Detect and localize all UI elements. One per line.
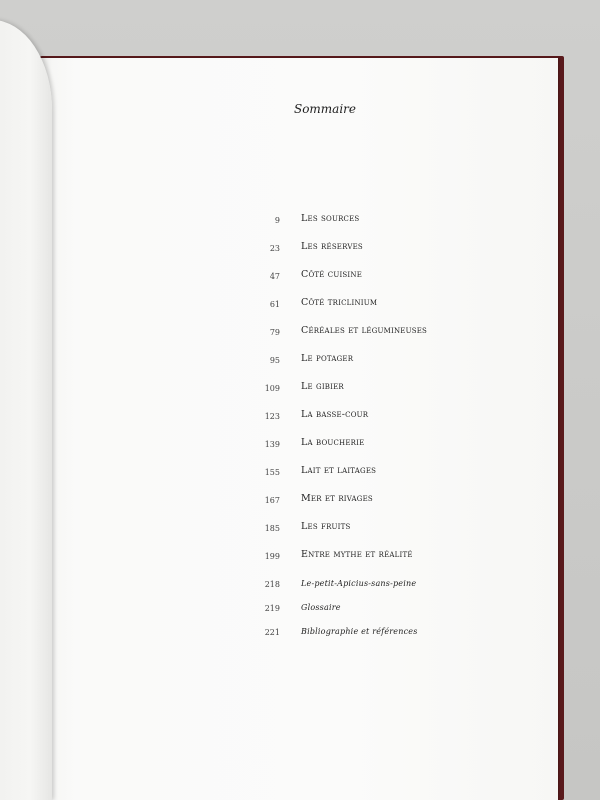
toc-page-number: 185 — [264, 524, 280, 533]
toc-page-number: 95 — [269, 356, 280, 365]
toc-entry — [230, 210, 490, 238]
toc-entry — [230, 462, 490, 490]
toc-appendix-title: Bibliographie et références — [301, 627, 418, 636]
toc-appendix-title: Glossaire — [301, 603, 341, 612]
toc-entry — [230, 238, 490, 266]
toc-entry — [230, 406, 490, 434]
toc-chapter-title: Côté triclinium — [301, 297, 378, 308]
toc-chapter-title: Les fruits — [301, 521, 351, 532]
toc-page-number: 167 — [264, 496, 280, 505]
toc-page-number: 139 — [264, 440, 280, 449]
toc-entry — [230, 322, 490, 350]
toc-page-number: 221 — [264, 628, 280, 637]
toc-chapter-title: Mer et rivages — [301, 493, 373, 504]
toc-chapter-title: Le potager — [301, 353, 354, 364]
toc-chapter-title: Le gibier — [301, 381, 344, 392]
toc-page-number: 155 — [264, 468, 280, 477]
table-of-contents — [230, 210, 490, 646]
toc-chapter-title: Entre mythe et réalité — [301, 549, 413, 560]
page-title: Sommaire — [293, 102, 357, 116]
toc-entry — [230, 518, 490, 546]
toc-page-number: 199 — [264, 552, 280, 561]
toc-entry — [230, 350, 490, 378]
toc-page-number: 61 — [269, 300, 280, 309]
toc-appendix-title: Le-petit-Apicius-sans-peine — [301, 579, 417, 588]
toc-entry — [230, 546, 490, 574]
toc-chapter-title: Les réserves — [301, 241, 363, 252]
toc-appendix-entry — [230, 598, 490, 622]
toc-entry — [230, 434, 490, 462]
left-page-curl — [0, 20, 52, 800]
toc-page-number: 9 — [274, 216, 280, 225]
toc-page-number: 23 — [269, 244, 280, 253]
toc-appendix-entry — [230, 622, 490, 646]
toc-chapter-title: La basse-cour — [301, 409, 369, 420]
toc-page-number: 109 — [264, 384, 280, 393]
toc-appendix-entry — [230, 574, 490, 598]
toc-entry — [230, 490, 490, 518]
toc-entry — [230, 378, 490, 406]
toc-page-number: 219 — [264, 604, 280, 613]
toc-chapter-title: Céréales et légumineuses — [301, 325, 428, 336]
toc-chapter-title: Les sources — [301, 213, 360, 224]
toc-entry — [230, 266, 490, 294]
toc-page-number: 123 — [264, 412, 280, 421]
toc-entry — [230, 294, 490, 322]
toc-chapter-title: Côté cuisine — [301, 269, 363, 280]
toc-page-number: 47 — [269, 272, 280, 281]
toc-chapter-title: Lait et laitages — [301, 465, 377, 476]
toc-page-number: 79 — [269, 328, 280, 337]
toc-page-number: 218 — [264, 580, 280, 589]
toc-chapter-title: La boucherie — [301, 437, 365, 448]
